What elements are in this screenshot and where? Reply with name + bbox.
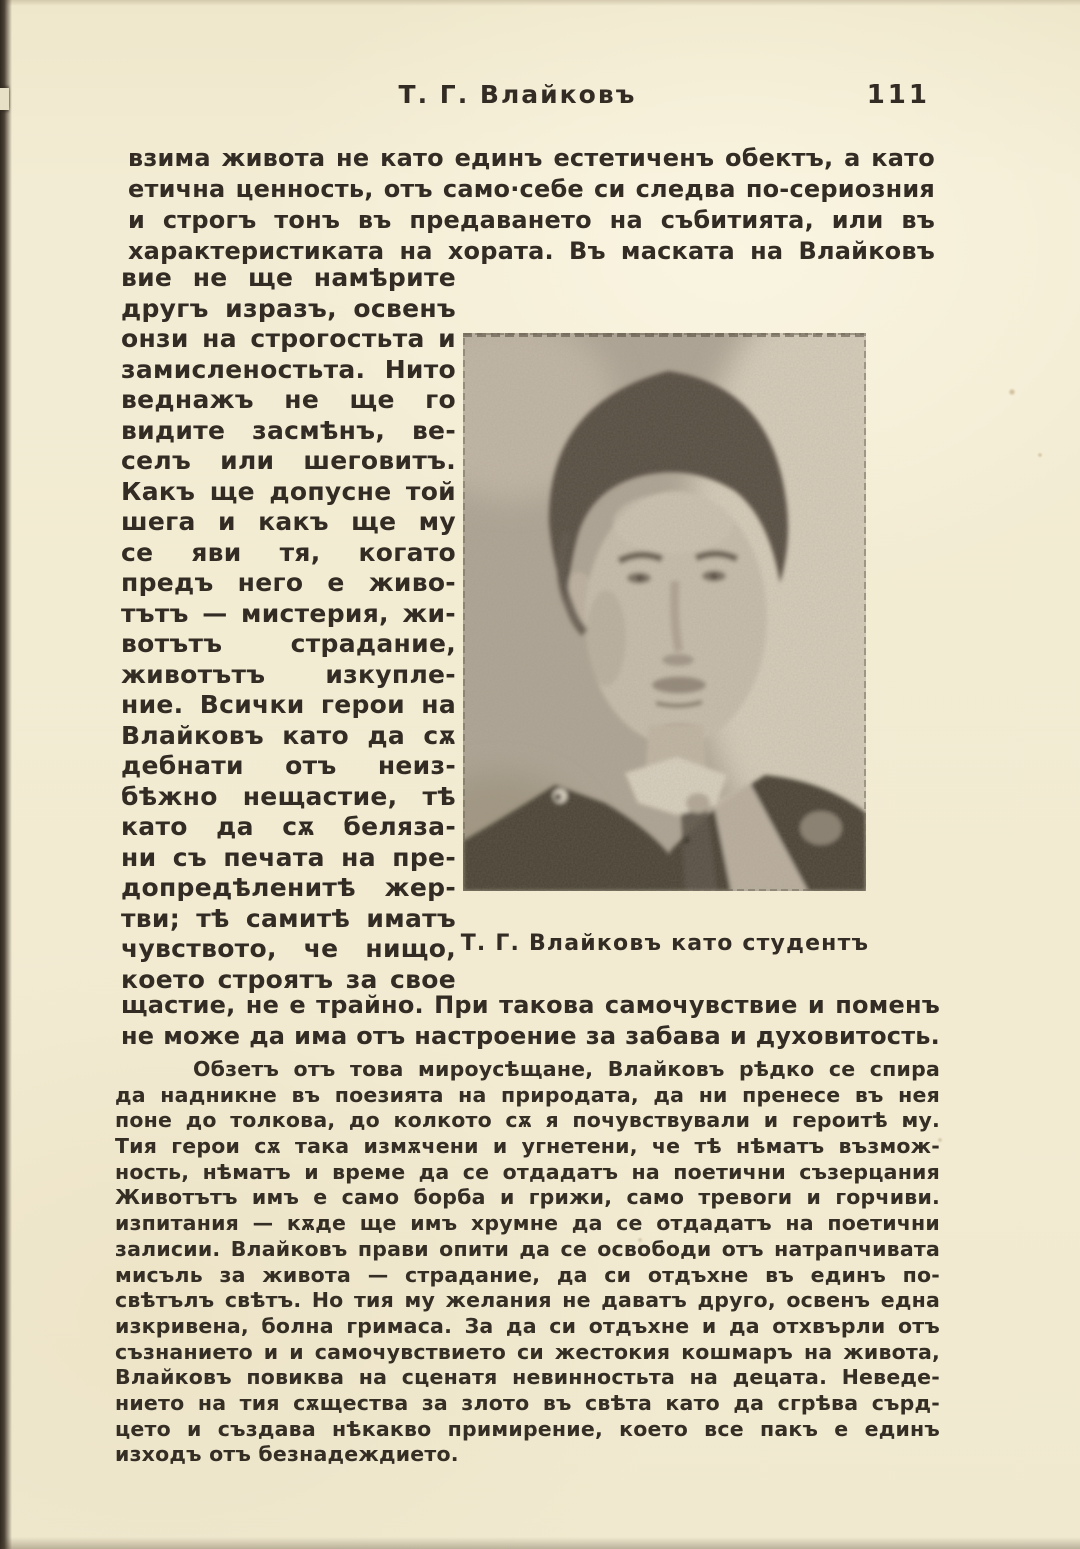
text-line: ние. Всички герои на	[121, 690, 456, 719]
text-line: което строятъ за свое	[121, 964, 456, 994]
text-line: Влайковъ повиква на сценатя невинностьта на децата. Неведе-	[115, 1365, 940, 1390]
text-line: Животътъ имъ е само борба и грижи, само тревоги и горчиви.	[115, 1185, 940, 1210]
text-line: ни съ печата на пре-	[121, 842, 456, 872]
text-line: Влайковъ като да сѫ	[121, 720, 456, 750]
portrait-photo-image	[463, 333, 866, 891]
text-line: залисии. Влайковъ прави опити да се освободи отъ натрапчивата	[115, 1236, 940, 1261]
text-line: вие не ще намѣрите	[121, 263, 456, 292]
text-line: бѣжно нещастие, тѣ	[121, 781, 456, 811]
text-line: щастие, не е трайно. При такова самочувствие и поменъ	[121, 991, 940, 1019]
text-line: нието на тия сѫщества за злото въ свѣта като да сгрѣва сърд-	[115, 1390, 940, 1415]
scan-binding-edge	[0, 0, 12, 1549]
text-line: поне до толкова, до колкото сѫ я почувствували и героитѣ му.	[115, 1108, 940, 1133]
text-line: и строгъ тонъ въ предаването на събитията, или въ	[128, 206, 935, 234]
text-line: другъ изразъ, освенъ	[121, 293, 456, 323]
text-line: шега и какъ ще му	[121, 507, 456, 536]
text-line: селъ или шеговитъ.	[121, 446, 456, 475]
portrait-photo	[463, 333, 866, 891]
text-line: като да сѫ беляза-	[121, 812, 456, 841]
text-line: не може да има отъ настроение за забава и духовитость.	[121, 1022, 940, 1050]
text-line: тви; тѣ самитѣ иматъ	[121, 903, 456, 933]
text-line: се яви тя, когато	[121, 537, 456, 567]
photo-caption: Т. Г. Влайковъ като студентъ	[460, 931, 870, 956]
bridge-paragraph	[121, 991, 940, 1053]
scan-bottom-shadow	[0, 1537, 1080, 1549]
intro-paragraph	[128, 144, 935, 268]
text-line: изпитания — кѫде ще имъ хрумне да се отдадатъ на поетични	[115, 1211, 940, 1236]
text-line: цето и създава нѣкакво примирение, което все пакъ е единъ	[115, 1416, 940, 1441]
text-line: изкривена, болна гримаса. За да си отдъхне и да отхвърли отъ	[115, 1313, 940, 1338]
text-line: тътъ — мистерия, жи-	[121, 598, 456, 628]
text-line: Тия герои сѫ така измѫчени и угнетени, че тѣ нѣматъ възмож-	[115, 1134, 940, 1159]
text-line: Обзетъ отъ това мироусѣщане, Влайковъ рѣдко се спира	[193, 1057, 940, 1081]
text-line: да надникне въ поезията на природата, да ни пренесе въ нея	[115, 1082, 940, 1107]
text-line: дебнати отъ неиз-	[121, 751, 456, 780]
text-line: видите засмѣнъ, ве-	[121, 415, 456, 445]
scan-top-shadow	[0, 0, 1080, 6]
closing-paragraph	[115, 1057, 940, 1468]
text-line: вотътъ страдание,	[121, 629, 456, 658]
text-line: допредѣленитѣ жер-	[121, 873, 456, 902]
text-line: предъ него е живо-	[121, 568, 456, 597]
text-line: съзнанието и и самочувствието си жестокия кошмаръ на живота,	[115, 1339, 940, 1364]
running-header	[128, 80, 935, 112]
text-line: веднажъ не ще го	[121, 385, 456, 414]
text-line: етична ценность, отъ само·себе си следва по-сериозния	[128, 175, 935, 203]
text-line: мисъль за живота — страдание, да си отдъхне въ единъ по-	[115, 1262, 940, 1287]
text-line: взима живота не като единъ естетиченъ обектъ, а като	[128, 144, 935, 172]
page-number: 111	[866, 80, 930, 110]
text-line: изходъ отъ безнадеждието.	[115, 1442, 459, 1467]
text-line: чувството, че нищо,	[121, 934, 456, 963]
text-line: замисленостьта. Нито	[121, 354, 456, 384]
left-column-paragraph	[121, 263, 456, 995]
text-line: Какъ ще допусне той	[121, 476, 456, 506]
text-line: животътъ изкупле-	[121, 659, 456, 689]
text-line: онзи на строгостьта и	[121, 324, 456, 353]
scan-binding-notch	[0, 88, 9, 110]
text-line: ность, нѣматъ и време да се отдадатъ на поетични съзерцания	[115, 1159, 940, 1184]
text-line: характеристиката на хората. Въ маската на Влайковъ	[128, 237, 935, 265]
chapter-title: Т. Г. Влайковъ	[398, 80, 637, 109]
text-line: свѣтълъ свѣтъ. Но тия му желания не даватъ друго, освенъ една	[115, 1288, 940, 1313]
